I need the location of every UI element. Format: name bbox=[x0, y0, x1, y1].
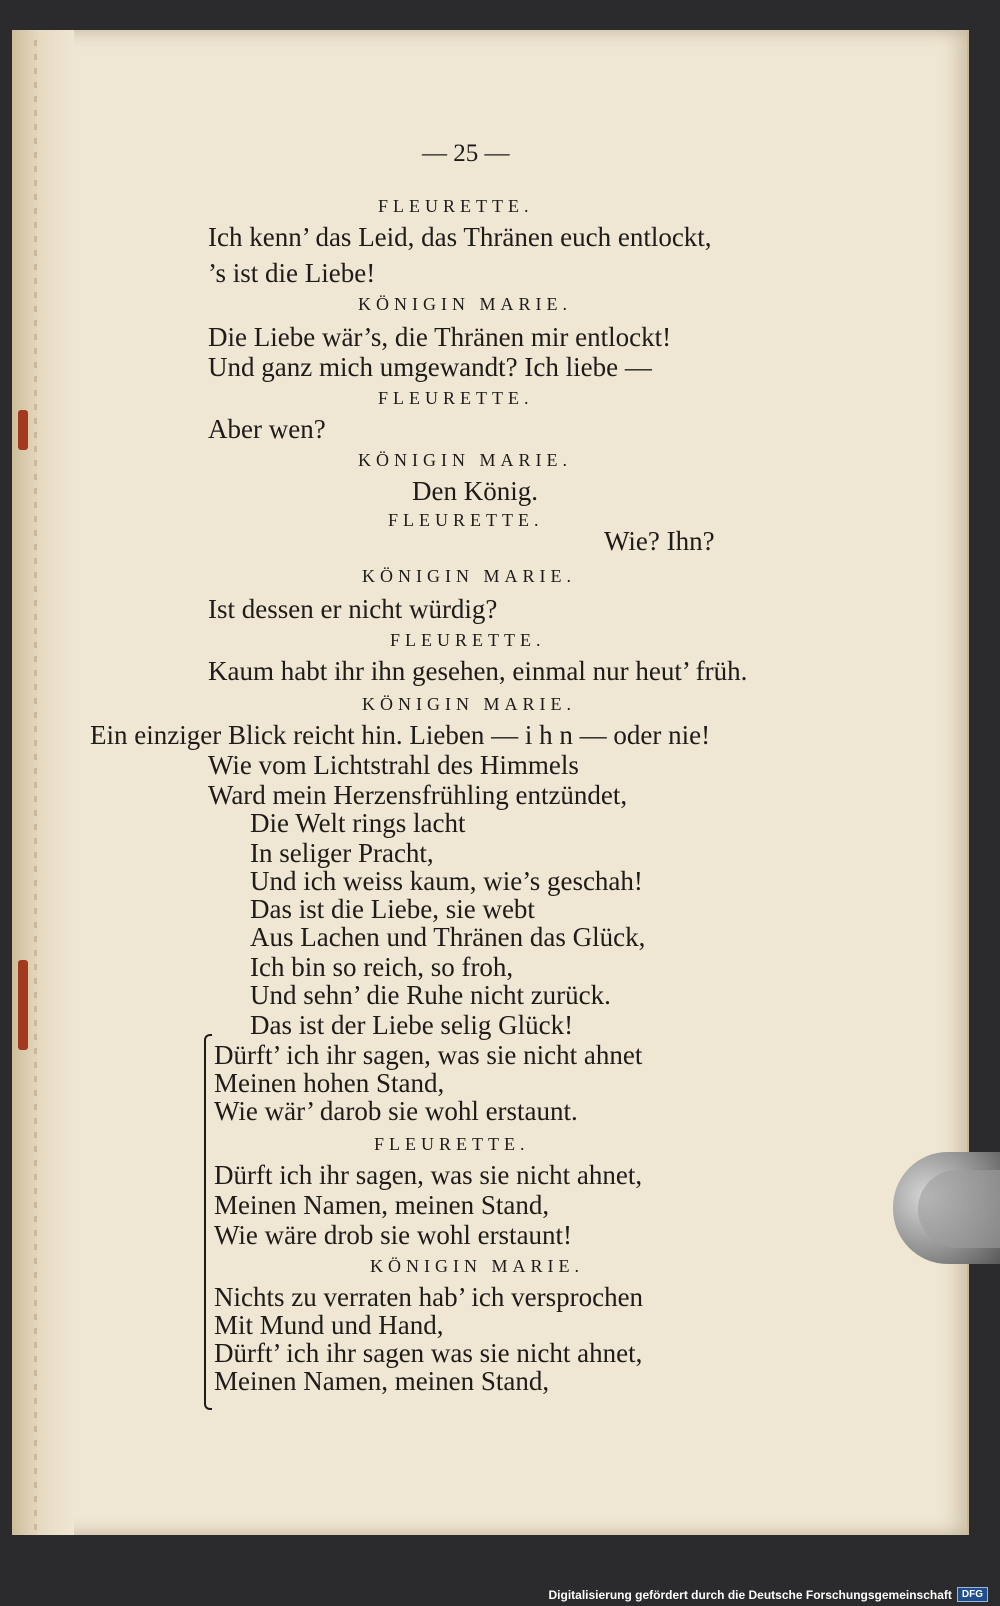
verse-line: Nichts zu verraten hab’ ich versprochen bbox=[214, 1282, 644, 1312]
binding-thread bbox=[18, 410, 28, 450]
verse-line: Wie wär’ darob sie wohl erstaunt. bbox=[214, 1096, 578, 1126]
speaker-name: KÖNIGIN MARIE. bbox=[370, 1256, 584, 1276]
verse-line: Und ganz mich umgewandt? Ich liebe — bbox=[208, 352, 652, 382]
book-spine bbox=[12, 30, 74, 1535]
speaker-name: FLEURETTE. bbox=[374, 1134, 530, 1154]
speaker-name: KÖNIGIN MARIE. bbox=[362, 566, 576, 586]
page-clip-shade bbox=[918, 1170, 1000, 1248]
verse-line: Ich kenn’ das Leid, das Thränen euch entlockt, bbox=[208, 222, 712, 252]
page-number: — 25 — bbox=[422, 140, 510, 167]
speaker-name: FLEURETTE. bbox=[388, 510, 544, 530]
verse-line: Wie? Ihn? bbox=[604, 526, 715, 556]
verse-line: Aber wen? bbox=[208, 414, 326, 444]
speaker-name: KÖNIGIN MARIE. bbox=[358, 450, 572, 470]
dfg-logo: DFG bbox=[957, 1587, 988, 1602]
verse-line: Die Liebe wär’s, die Thränen mir entlockt! bbox=[208, 322, 672, 352]
verse-line: Ist dessen er nicht würdig? bbox=[208, 594, 498, 624]
verse-bracket bbox=[204, 1034, 212, 1410]
verse-line: Ein einziger Blick reicht hin. Lieben — i h n — oder nie! bbox=[90, 720, 711, 750]
binding-stitch bbox=[34, 40, 37, 1530]
verse-line: Kaum habt ihr ihn gesehen, einmal nur heut’ früh. bbox=[208, 656, 748, 686]
verse-line: Dürft’ ich ihr sagen, was sie nicht ahnet bbox=[214, 1040, 643, 1070]
verse-line: Meinen hohen Stand, bbox=[214, 1068, 445, 1098]
verse-line: Die Welt rings lacht bbox=[250, 808, 466, 838]
speaker-name: KÖNIGIN MARIE. bbox=[358, 294, 572, 314]
verse-line: Wie wäre drob sie wohl erstaunt! bbox=[214, 1220, 573, 1250]
verse-line: Mit Mund und Hand, bbox=[214, 1310, 444, 1340]
verse-line: Meinen Namen, meinen Stand, bbox=[214, 1190, 550, 1220]
speaker-name: FLEURETTE. bbox=[378, 388, 534, 408]
verse-line: Wie vom Lichtstrahl des Himmels bbox=[208, 750, 579, 780]
verse-line: Und ich weiss kaum, wie’s geschah! bbox=[250, 866, 643, 896]
verse-line: In seliger Pracht, bbox=[250, 838, 434, 868]
verse-line: Das ist die Liebe, sie webt bbox=[250, 894, 535, 924]
verse-line: Meinen Namen, meinen Stand, bbox=[214, 1366, 550, 1396]
footer-text: Digitalisierung gefördert durch die Deutsche Forschungsgemeinschaft bbox=[548, 1587, 952, 1602]
binding-thread bbox=[18, 960, 28, 1050]
verse-line: Dürft’ ich ihr sagen was sie nicht ahnet, bbox=[214, 1338, 643, 1368]
speaker-name: KÖNIGIN MARIE. bbox=[362, 694, 576, 714]
verse-line: Das ist der Liebe selig Glück! bbox=[250, 1010, 574, 1040]
verse-line: Und sehn’ die Ruhe nicht zurück. bbox=[250, 980, 611, 1010]
speaker-name: FLEURETTE. bbox=[390, 630, 546, 650]
verse-line: Ward mein Herzensfrühling entzündet, bbox=[208, 780, 628, 810]
verse-line: ’s ist die Liebe! bbox=[208, 258, 376, 288]
footer-credit bbox=[548, 1587, 988, 1602]
speaker-name: FLEURETTE. bbox=[378, 196, 534, 216]
verse-line: Den König. bbox=[412, 476, 538, 506]
verse-line: Ich bin so reich, so froh, bbox=[250, 952, 514, 982]
verse-line: Aus Lachen und Thränen das Glück, bbox=[250, 922, 646, 952]
verse-line: Dürft ich ihr sagen, was sie nicht ahnet, bbox=[214, 1160, 643, 1190]
